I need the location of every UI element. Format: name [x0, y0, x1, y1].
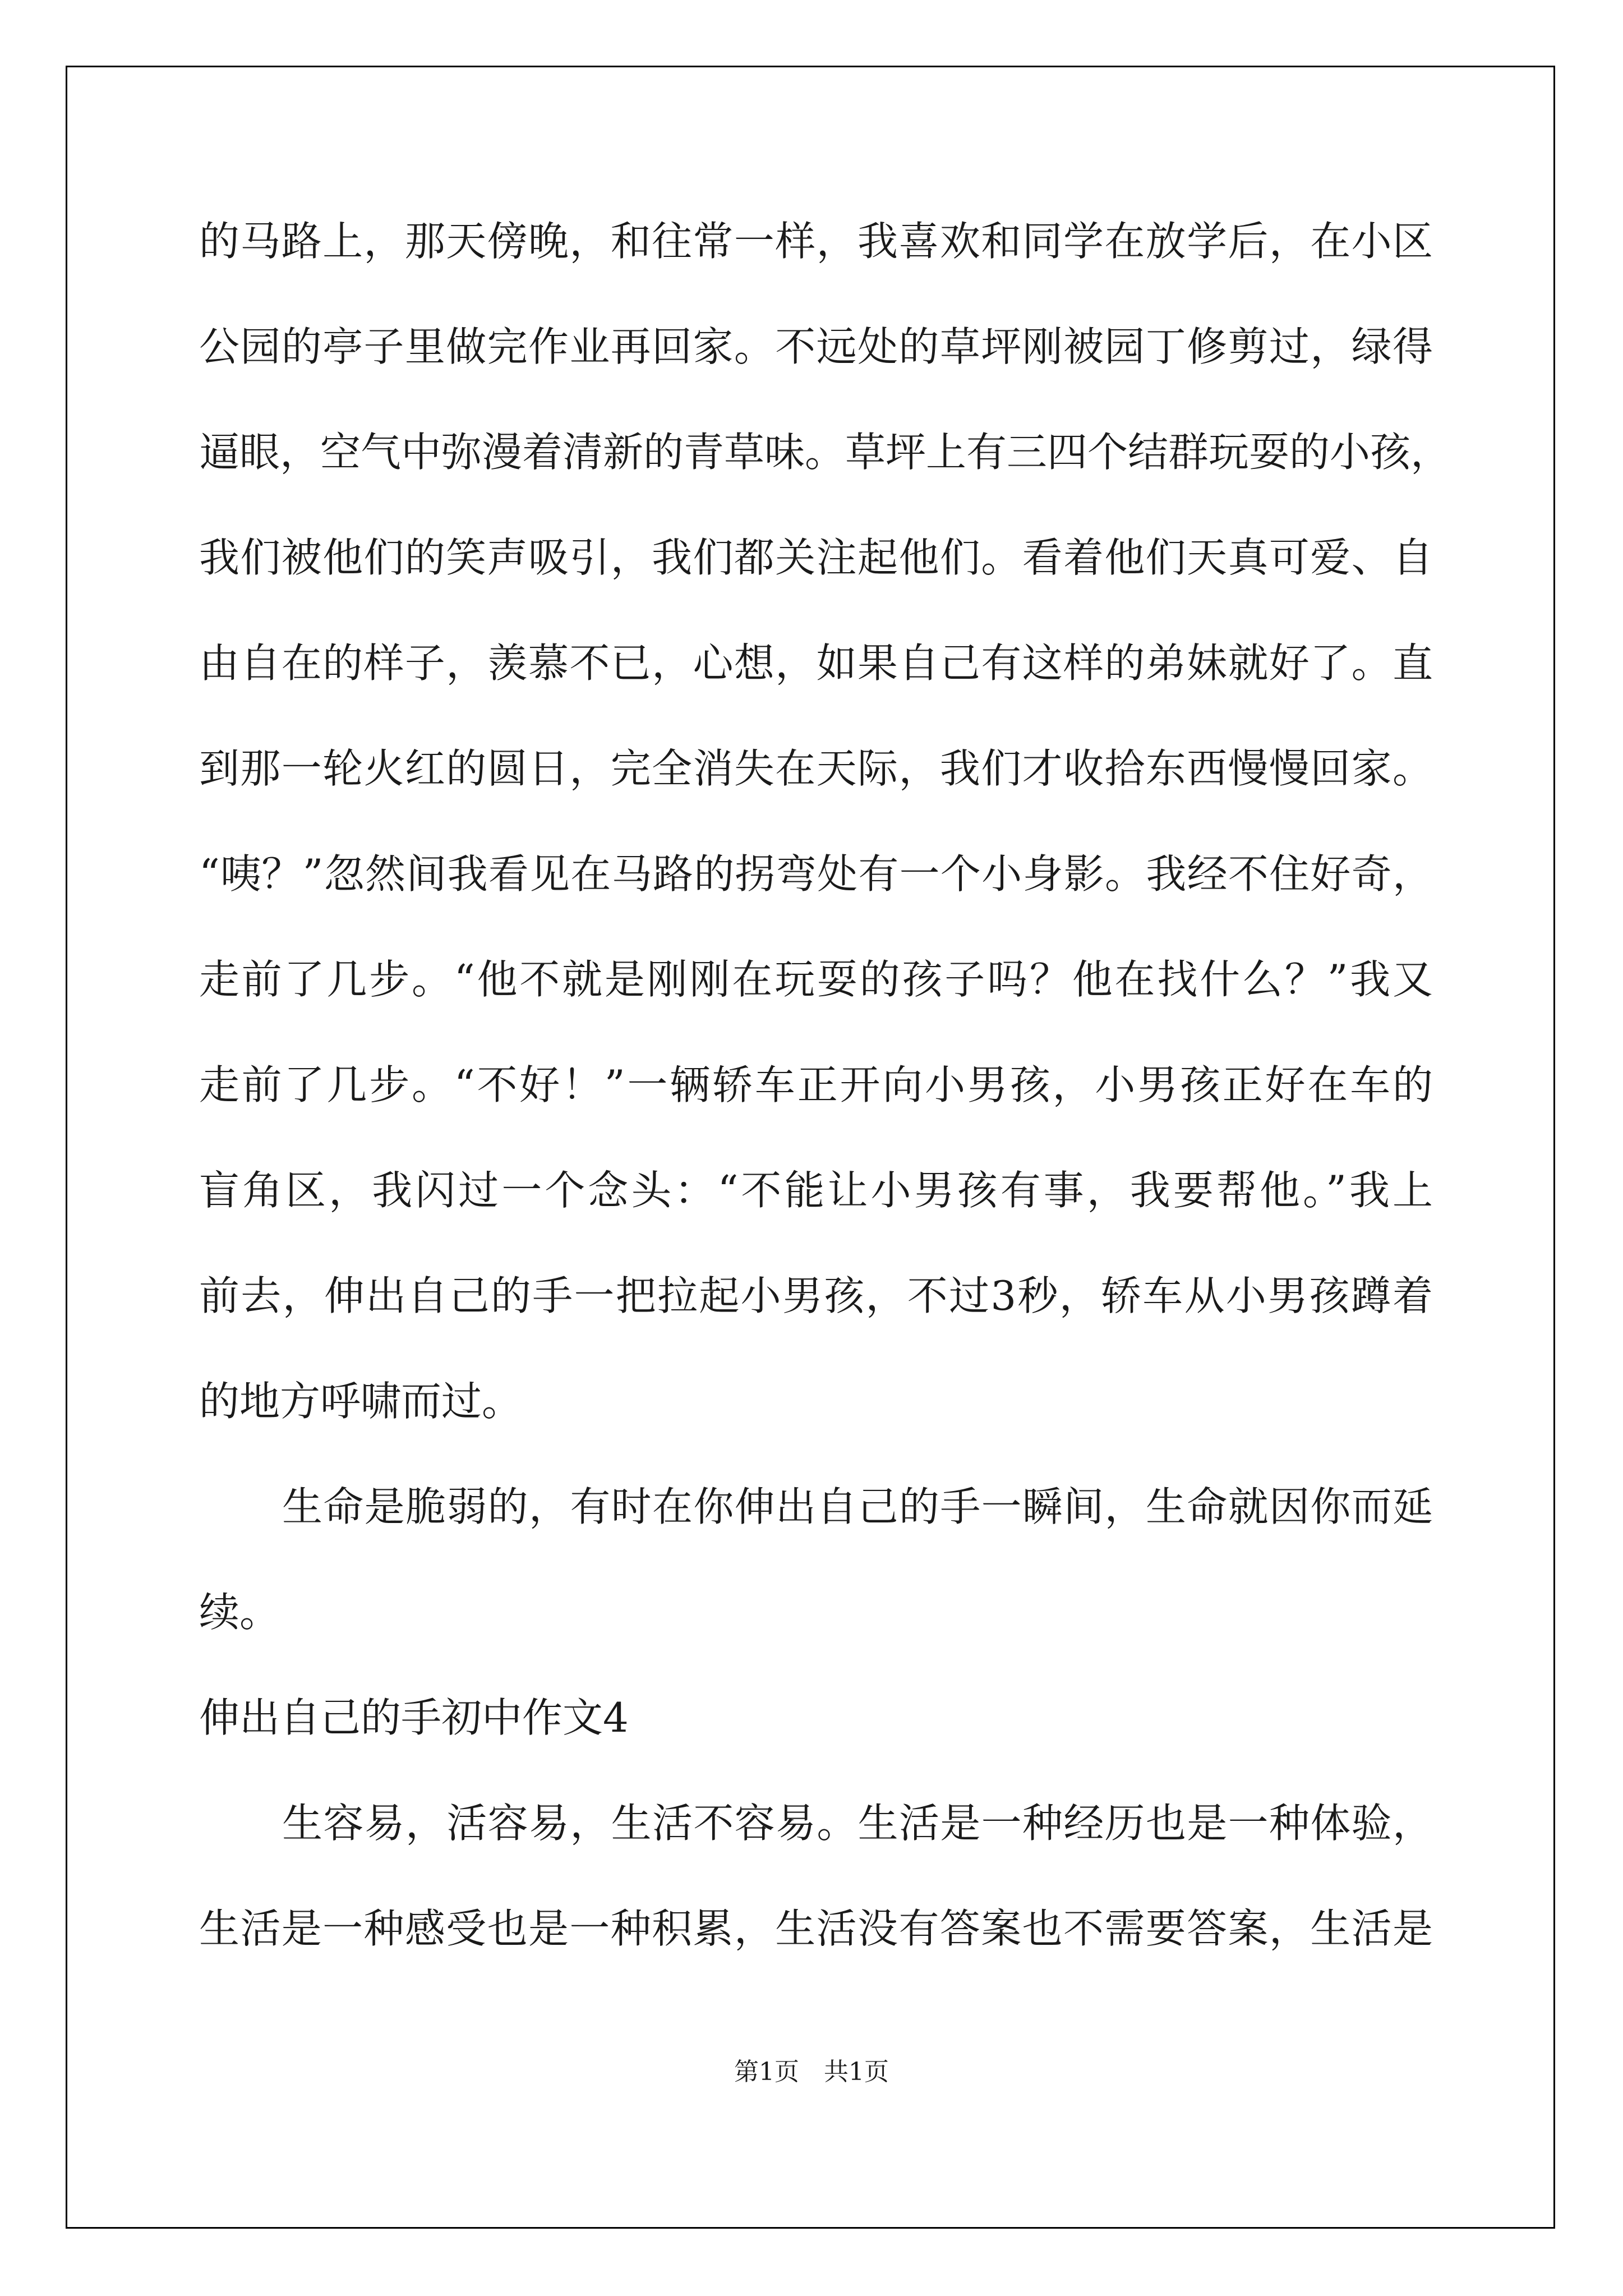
body-line: 的马路上，那天傍晚，和往常一样，我喜欢和同学在放学后，在小区	[199, 218, 1433, 265]
body-line: 走前了几步。“不好！”一辆轿车正开向小男孩，小男孩正好在车的	[199, 1061, 1433, 1108]
body-line: 由自在的样子，羡慕不已，心想，如果自己有这样的弟妹就好了。直	[199, 639, 1433, 687]
body-line: 公园的亭子里做完作业再回家。不远处的草坪刚被园丁修剪过，绿得	[199, 323, 1433, 370]
body-line: 逼眼，空气中弥漫着清新的青草味。草坪上有三四个结群玩耍的小孩，	[199, 429, 1451, 476]
paragraph-line: 续。	[199, 1589, 280, 1636]
body-line: 到那一轮火红的圆日，完全消失在天际，我们才收拾东西慢慢回家。	[199, 745, 1433, 792]
body-line: 的地方呼啸而过。	[199, 1378, 523, 1425]
paragraph-line: 生活是一种感受也是一种积累，生活没有答案也不需要答案，生活是	[199, 1905, 1433, 1952]
body-line: 走前了几步。“他不就是刚刚在玩耍的孩子吗？他在找什么？”我又	[199, 956, 1433, 1003]
paragraph-line: 生命是脆弱的，有时在你伸出自己的手一瞬间，生命就因你而延	[282, 1483, 1433, 1530]
body-line: 前去，伸出自己的手一把拉起小男孩，不过3秒，轿车从小男孩蹲着	[199, 1272, 1433, 1319]
paragraph-line: 生容易，活容易，生活不容易。生活是一种经历也是一种体验，	[282, 1800, 1433, 1847]
page-footer: 第1页 共1页	[734, 2058, 889, 2086]
body-line: “咦？”忽然间我看见在马路的拐弯处有一个小身影。我经不住好奇，	[199, 850, 1433, 898]
body-line: 我们被他们的笑声吸引，我们都关注起他们。看着他们天真可爱、自	[199, 534, 1433, 581]
section-heading: 伸出自己的手初中作文4	[199, 1694, 629, 1741]
body-line: 盲角区，我闪过一个念头：“不能让小男孩有事，我要帮他。”我上	[199, 1167, 1433, 1214]
